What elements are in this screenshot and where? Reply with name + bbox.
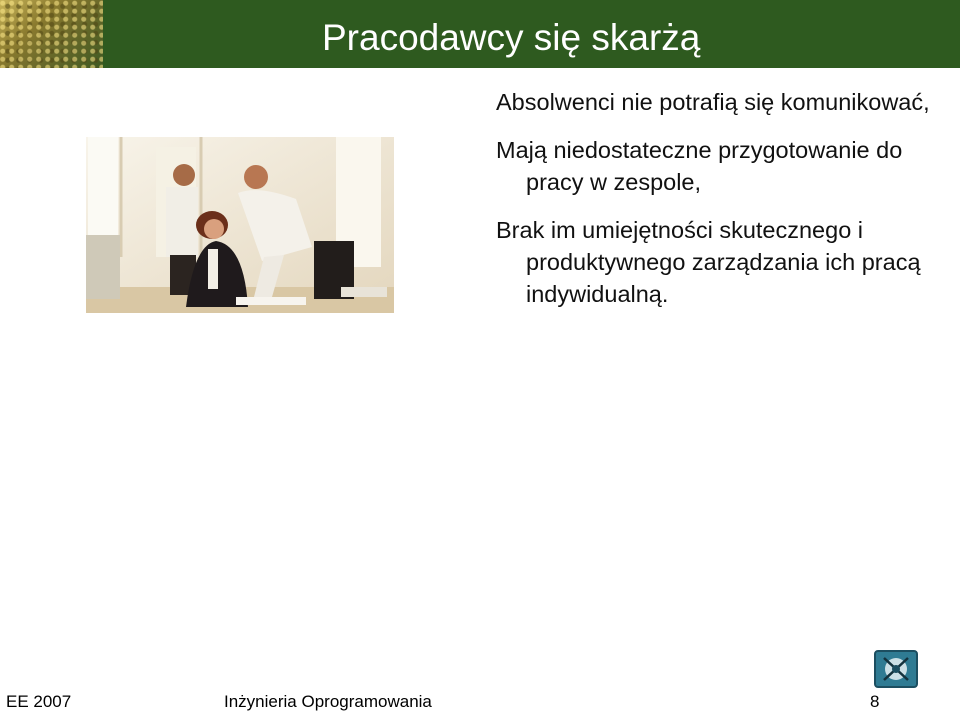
bullet-list: [496, 86, 936, 326]
footer-event: EE 2007: [6, 692, 72, 711]
slide-title: Pracodawcy się skarżą: [322, 17, 701, 58]
faculty-logo-icon: [874, 650, 918, 688]
bullet-item: Absolwenci nie potrafią się komunikować,: [496, 89, 930, 115]
footer-course-title: Inżynieria Oprogramowania: [224, 692, 432, 711]
page-number: 8: [870, 692, 880, 711]
office-team-photo: [86, 137, 394, 313]
bullet-item: Mają niedostateczne przygotowanie do pracy w zespole,: [496, 137, 903, 195]
corner-texture-image: [0, 0, 103, 68]
bullet-item: Brak im umiejętności skutecznego i produktywnego zarządzania ich pracą indywidualną.: [496, 217, 921, 307]
